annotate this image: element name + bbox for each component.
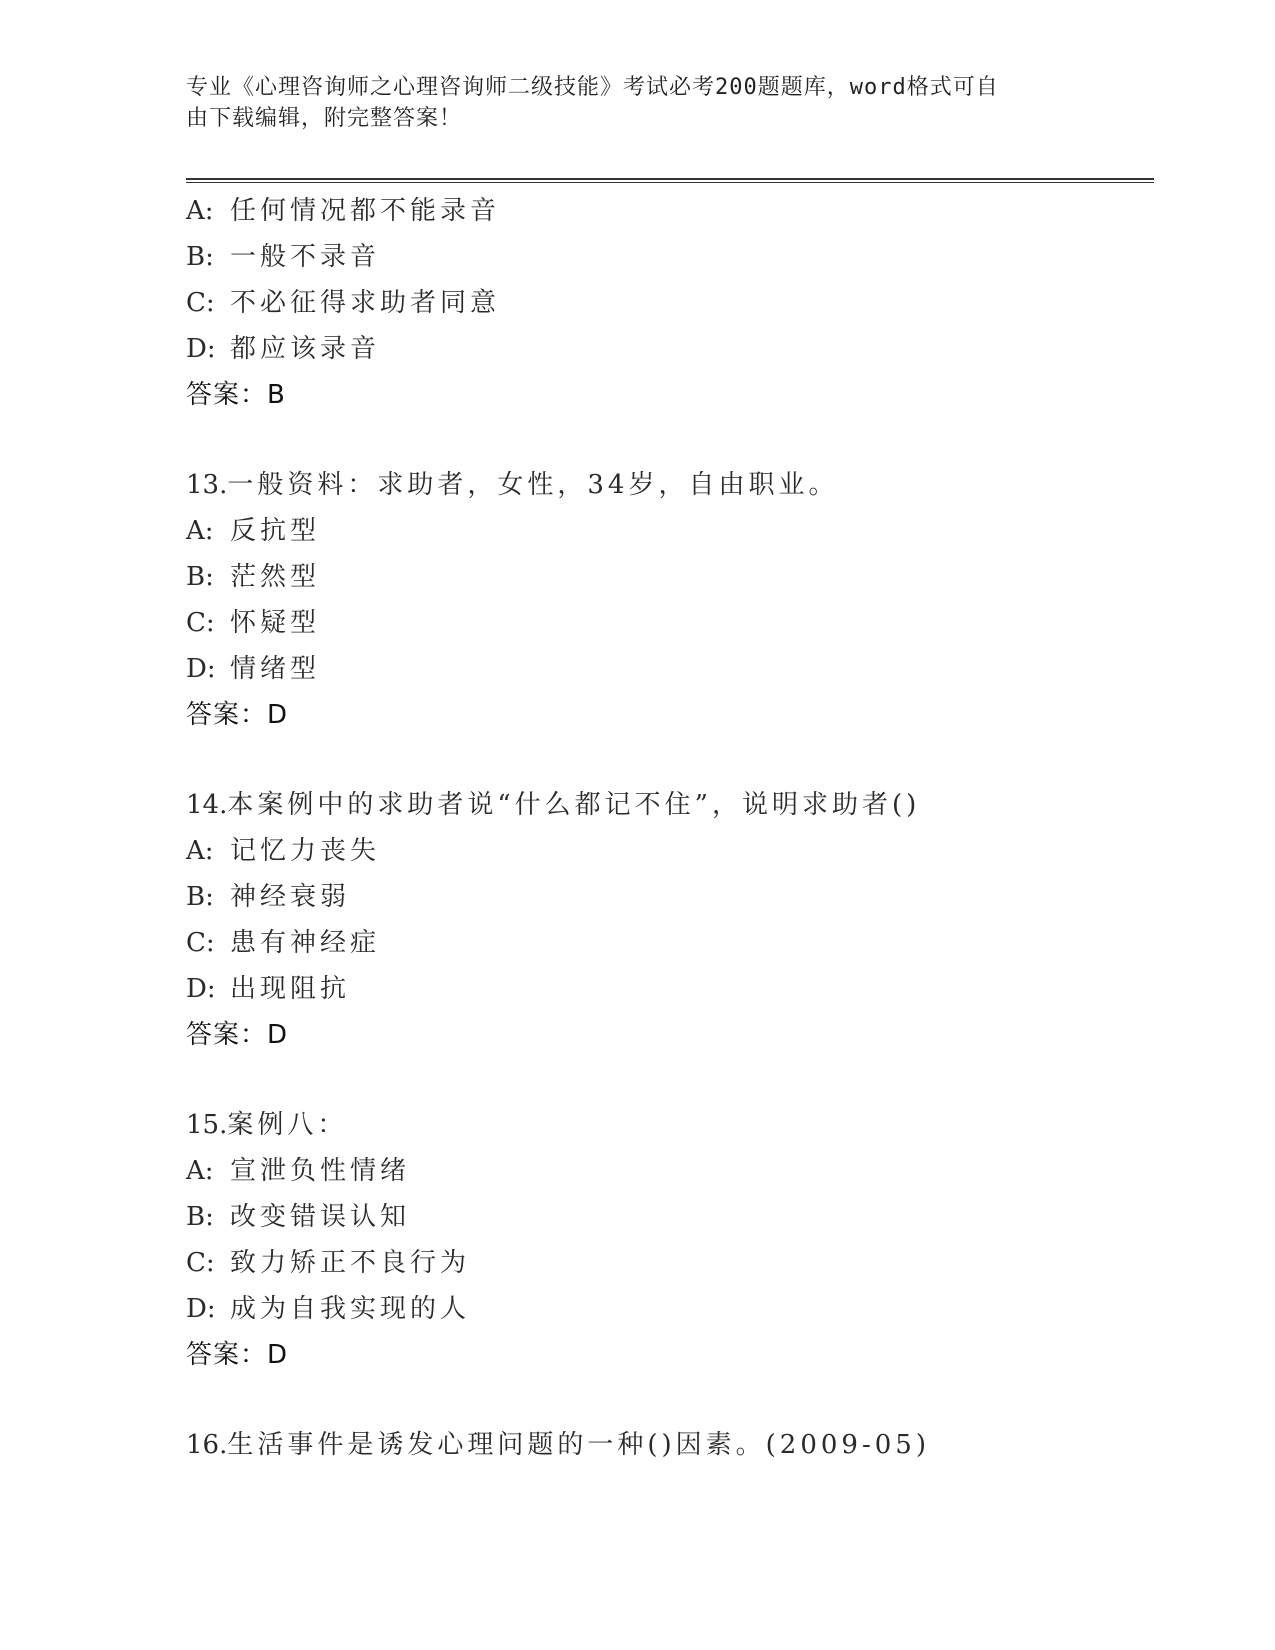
question-stem xyxy=(186,782,1146,828)
option-key: C: xyxy=(186,288,215,318)
question-text: 一般资料：求助者，女性，34岁，自由职业。 xyxy=(227,470,839,500)
option-d xyxy=(186,1286,1146,1332)
option-text: 出现阻抗 xyxy=(230,974,351,1004)
question-stem xyxy=(186,1422,1146,1468)
question-16-block xyxy=(186,1422,1146,1468)
option-b xyxy=(186,234,1146,280)
answer-line: 答案：D xyxy=(186,1020,289,1050)
question-text: 案例八： xyxy=(227,1110,348,1140)
document-header xyxy=(186,72,1066,134)
spacer xyxy=(186,1058,1146,1102)
option-a xyxy=(186,828,1146,874)
option-text: 记忆力丧失 xyxy=(230,836,381,866)
question-number: 16. xyxy=(186,1430,228,1460)
option-text: 患有神经症 xyxy=(230,928,381,958)
question-13-block xyxy=(186,462,1146,738)
option-text: 成为自我实现的人 xyxy=(230,1294,471,1324)
option-c xyxy=(186,1240,1146,1286)
option-key: D: xyxy=(186,334,216,364)
question-number: 14. xyxy=(186,790,228,820)
option-text: 茫然型 xyxy=(230,562,321,592)
option-key: A: xyxy=(186,836,214,866)
option-text: 怀疑型 xyxy=(230,608,321,638)
option-key: D: xyxy=(186,1294,216,1324)
option-c xyxy=(186,600,1146,646)
question-list xyxy=(186,188,1146,1468)
answer-line: 答案：B xyxy=(186,380,286,410)
header-divider-thick xyxy=(186,178,1154,180)
option-key: D: xyxy=(186,654,216,684)
option-d xyxy=(186,646,1146,692)
option-key: C: xyxy=(186,928,215,958)
option-text: 反抗型 xyxy=(230,516,321,546)
question-14-block xyxy=(186,782,1146,1058)
question-number: 13. xyxy=(186,470,228,500)
option-c xyxy=(186,920,1146,966)
option-d xyxy=(186,326,1146,372)
header-divider-thin xyxy=(186,182,1154,183)
option-a xyxy=(186,1148,1146,1194)
option-b xyxy=(186,874,1146,920)
option-text: 宣泄负性情绪 xyxy=(230,1156,411,1186)
question-12-block xyxy=(186,188,1146,418)
spacer xyxy=(186,738,1146,782)
option-text: 一般不录音 xyxy=(230,242,381,272)
option-b xyxy=(186,1194,1146,1240)
option-key: D: xyxy=(186,974,216,1004)
spacer xyxy=(186,418,1146,462)
answer-line: 答案：D xyxy=(186,1340,289,1370)
option-text: 都应该录音 xyxy=(230,334,381,364)
option-text: 神经衰弱 xyxy=(230,882,351,912)
option-key: B: xyxy=(186,882,214,912)
option-text: 致力矫正不良行为 xyxy=(230,1248,471,1278)
option-text: 情绪型 xyxy=(230,654,321,684)
option-b xyxy=(186,554,1146,600)
question-text: 本案例中的求助者说“什么都记不住”，说明求助者() xyxy=(227,790,921,820)
option-c xyxy=(186,280,1146,326)
option-text: 任何情况都不能录音 xyxy=(230,196,501,226)
option-key: B: xyxy=(186,1202,214,1232)
question-number: 15. xyxy=(186,1110,228,1140)
option-a xyxy=(186,188,1146,234)
question-stem xyxy=(186,462,1146,508)
option-a xyxy=(186,508,1146,554)
option-key: B: xyxy=(186,562,214,592)
option-key: C: xyxy=(186,608,215,638)
question-text: 生活事件是诱发心理问题的一种()因素。(2009-05) xyxy=(227,1430,930,1460)
option-key: A: xyxy=(186,516,214,546)
header-line-2: 由下载编辑，附完整答案！ xyxy=(186,106,463,131)
option-key: A: xyxy=(186,1156,214,1186)
option-key: A: xyxy=(186,196,214,226)
question-stem xyxy=(186,1102,1146,1148)
option-key: C: xyxy=(186,1248,215,1278)
option-text: 不必征得求助者同意 xyxy=(230,288,501,318)
answer-line: 答案：D xyxy=(186,700,289,730)
option-text: 改变错误认知 xyxy=(230,1202,411,1232)
option-key: B: xyxy=(186,242,214,272)
option-d xyxy=(186,966,1146,1012)
header-line-1: 专业《心理咨询师之心理咨询师二级技能》考试必考200题题库，word格式可自 xyxy=(186,75,999,100)
spacer xyxy=(186,1378,1146,1422)
question-15-block xyxy=(186,1102,1146,1378)
